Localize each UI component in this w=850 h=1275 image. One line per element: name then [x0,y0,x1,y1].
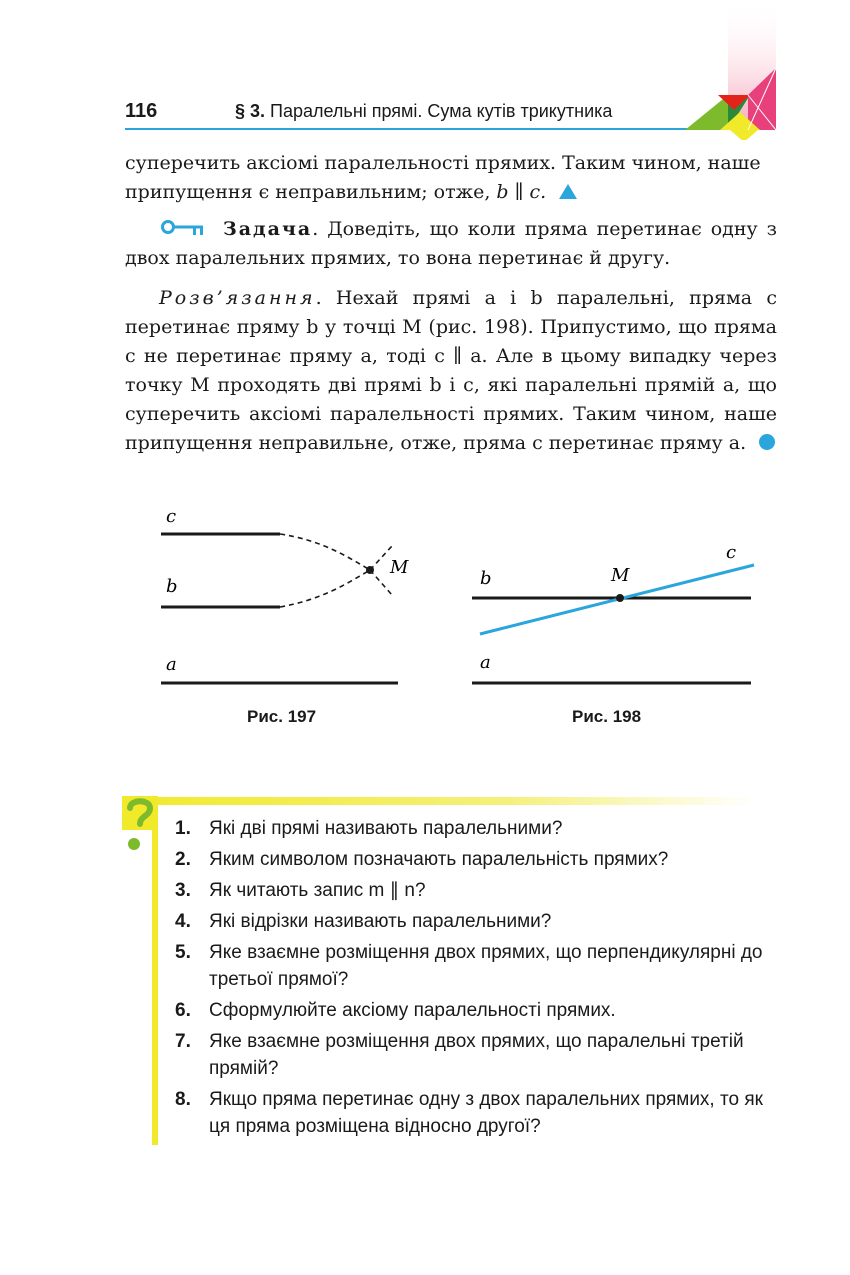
fig198-caption: Рис. 198 [572,707,642,726]
circle-icon [758,433,776,451]
intro-line-2 [125,178,777,207]
question-number: 5. [175,942,191,963]
question-text: Яке взаємне розміщення двох прямих, що перпендикулярні до третьої прямої? [209,942,763,990]
question-text: Якщо пряма перетинає одну з двох паралельних прямих, то як ця пряма розміщена відносно другої? [209,1089,763,1137]
question-number: 2. [175,849,191,870]
intro-formula: b ∥ c. [496,181,547,203]
solution-paragraph [125,284,777,458]
question-number: 3. [175,880,191,901]
question-text: Яким символом позначають паралельність прямих? [209,849,669,870]
questions-top-bar [126,797,756,805]
task-label: Задача [223,218,313,240]
question-item [175,1086,780,1140]
fig197-dashed-ext-down [370,570,392,595]
question-mark-icon [122,796,158,852]
question-text: Які дві прямі називають паралельними? [209,818,563,839]
task-text: . Доведіть, що коли пряма перетинає одну з двох паралельних прямих, то вона перетинає й другу. [125,218,777,269]
triangle-icon [558,182,578,200]
solution-label: Розв’язання [159,287,316,309]
fig198-label-M: M [611,565,630,586]
question-number: 8. [175,1089,191,1110]
fig197-label-a: a [166,654,177,675]
intro-line-2-text: припущення є неправильним; отже, [125,181,491,203]
task-paragraph [125,215,777,273]
question-item [175,997,780,1024]
question-number: 7. [175,1031,191,1052]
fig197-label-b: b [166,576,178,597]
running-header [235,101,612,122]
question-number: 6. [175,1000,191,1021]
question-item [175,815,780,842]
fig197-dashed-b [280,570,370,607]
question-number: 4. [175,911,191,932]
fig198-label-c: c [726,542,737,563]
intro-paragraph [125,149,777,207]
fig197-dashed-c [280,534,370,570]
fig197-label-M: M [390,557,409,578]
fig197-caption: Рис. 197 [247,707,317,726]
question-item [175,846,780,873]
header-rule [125,128,695,130]
fig197-label-c: c [166,506,177,527]
question-text: Сформулюйте аксіому паралельності прямих. [209,1000,616,1021]
solution-text: . Нехай прямі a і b паралельні, пряма c перетинає пряму b у точці M (рис. 198). Припустимо, що пряма c не перетинає пряму a, тоді c ∥ a. Але в цьому випадку через точку M проходять дві прямі b і c, які паралельні прямій a, що суперечить аксіомі паралельності прямих. Таким чином, наше припущення неправильне, отже, пряма c перетинає пряму a. [125,287,777,454]
figure-197 [150,500,420,700]
fig198-point-M [616,594,624,602]
section-mark: § 3. [235,101,266,121]
fig198-label-b: b [480,568,492,589]
fig197-point-M [366,566,374,574]
question-item [175,1028,780,1082]
question-text: Яке взаємне розміщення двох прямих, що паралельні третій прямій? [209,1031,744,1079]
fig197-dashed-ext-up [370,546,392,570]
question-item [175,939,780,993]
question-text: Як читають запис m ∥ n? [209,880,426,901]
question-item [175,908,780,935]
tangram-logo [680,0,790,140]
section-title: Паралельні прямі. Сума кутів трикутника [270,101,613,121]
question-text: Які відрізки називають паралельними? [209,911,552,932]
questions-list [175,815,780,1144]
page-number: 116 [125,100,158,122]
intro-line-1: суперечить аксіомі паралельності прямих. Таким чином, наше [125,152,761,174]
figure-198 [462,530,762,700]
fig198-label-a: a [480,652,491,673]
question-item [175,877,780,904]
question-number: 1. [175,818,191,839]
